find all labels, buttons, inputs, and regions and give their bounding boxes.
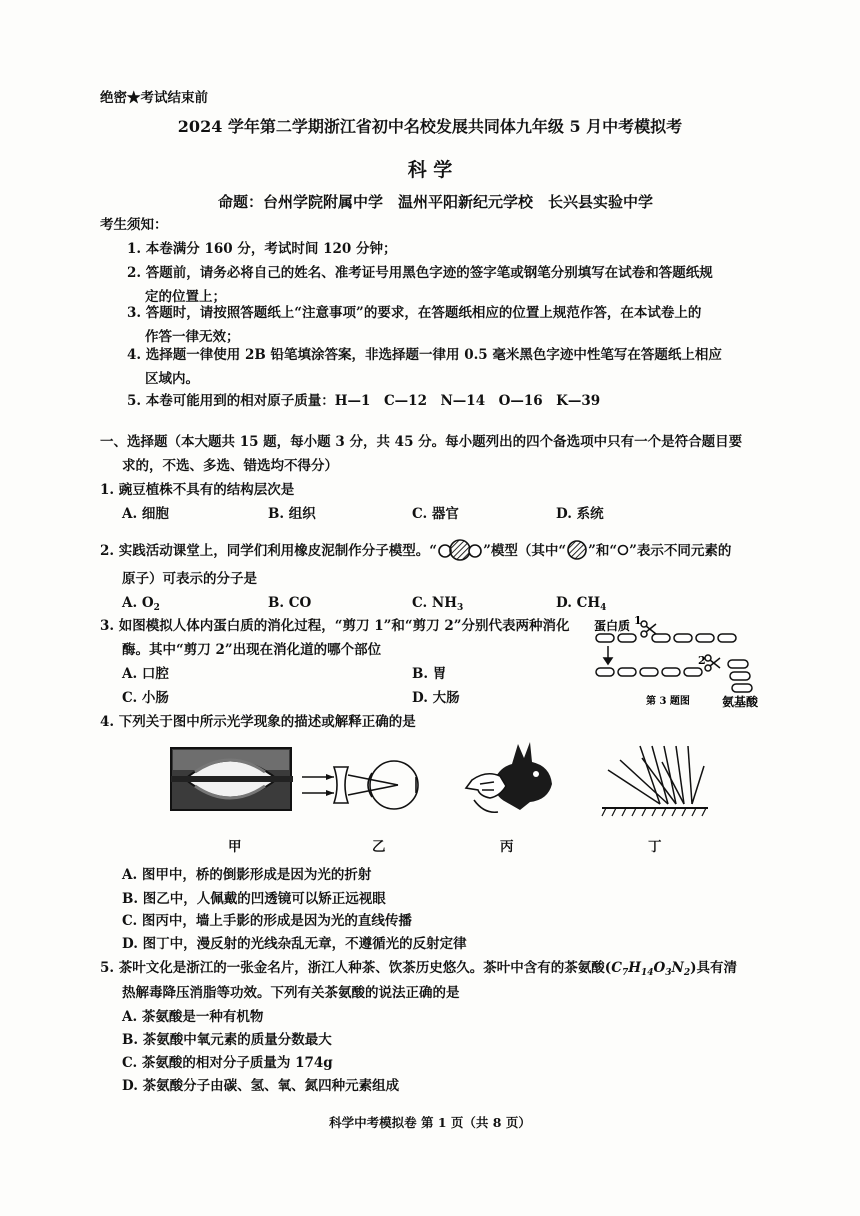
formula-element: O: [653, 960, 666, 976]
hatched-atom-icon: [566, 539, 588, 561]
q5-stem-part: 5. 茶叶文化是浙江的一张金名片，浙江人种茶、饮茶历史悠久。茶叶中含有的茶氨酸(: [100, 960, 612, 976]
bridge-reflection-image: [165, 742, 300, 818]
section-heading: 一、选择题（本大题共 15 题，每小题 3 分，共 45 分。每小题列出的四个备选项中只有一个是符合题目要: [100, 434, 743, 450]
subscript: 3: [457, 603, 464, 613]
notice-item: 3. 答题时，请按照答题纸上“注意事项”的要求，在答题纸相应的位置上规范作答，在本试卷上的: [127, 305, 702, 321]
subscript: 4: [600, 603, 607, 613]
q3-stem-cont: 酶。其中“剪刀 2”出现在消化道的哪个部位: [122, 642, 382, 658]
q2-option-d-text: D. CH: [556, 595, 601, 611]
q5-option-a: A. 茶氨酸是一种有机物: [122, 1009, 264, 1025]
q4-option-d: D. 图丁中，漫反射的光线杂乱无章，不遵循光的反射定律: [122, 936, 467, 952]
subscript: 7: [621, 968, 629, 978]
q3-option-b: B. 胃: [412, 666, 447, 682]
hand-shadow-image: [460, 740, 565, 822]
subscript: 2: [683, 968, 691, 978]
subscript: 14: [640, 968, 654, 978]
figure-label-yi: 乙: [372, 839, 386, 855]
q1-stem: 1. 豌豆植株不具有的结构层次是: [100, 482, 295, 498]
q5-option-c: C. 茶氨酸的相对分子质量为 174g: [122, 1055, 333, 1071]
protein-chain: [596, 634, 736, 642]
notice-item: 2. 答题前，请务必将自己的姓名、准考证号用黑色字迹的签字笔或钢笔分别填写在试卷和答题纸规: [127, 265, 713, 281]
amino-acid-label: 氨基酸: [722, 695, 759, 709]
q3-stem: 3. 如图模拟人体内蛋白质的消化过程，“剪刀 1”和“剪刀 2”分别代表两种消化: [100, 618, 570, 634]
exam-title: 2024 学年第二学期浙江省初中名校发展共同体九年级 5 月中考模拟考: [177, 117, 683, 136]
q2-option-c-text: C. NH: [412, 595, 458, 611]
confidential-mark: 绝密★考试结束前: [100, 90, 208, 106]
protein-label: 蛋白质: [594, 619, 631, 633]
page-footer: 科学中考模拟卷 第 1 页（共 8 页）: [329, 1115, 531, 1130]
q1-option-a: A. 细胞: [122, 506, 169, 522]
q4-option-c: C. 图丙中，墙上手影的形成是因为光的直线传播: [122, 913, 412, 929]
q5-stem-part: )具有清: [690, 960, 738, 976]
authors-line: 命题：台州学院附属中学 温州平阳新纪元学校 长兴县实验中学: [218, 193, 654, 211]
small-atom-icon: [617, 543, 629, 557]
q2-option-b: B. CO: [268, 595, 312, 611]
q3-option-a: A. 口腔: [122, 666, 169, 682]
section-heading-cont: 求的，不选、多选、错选均不得分）: [122, 458, 338, 474]
q1-option-c: C. 器官: [412, 506, 459, 522]
q3-option-d: D. 大肠: [412, 690, 460, 706]
figure-label-ding: 丁: [648, 839, 662, 855]
protein-digestion-diagram: [588, 612, 768, 710]
q2-stem-part: ”和“: [588, 543, 618, 559]
subscript: 3: [665, 968, 672, 978]
q2-stem: [100, 539, 731, 561]
q4-stem: 4. 下列关于图中所示光学现象的描述或解释正确的是: [100, 714, 416, 730]
q2-stem-part: 2. 实践活动课堂上，同学们利用橡皮泥制作分子模型。“: [100, 543, 438, 559]
q5-option-b: B. 茶氨酸中氧元素的质量分数最大: [122, 1032, 332, 1048]
notice-item: 作答一律无效；: [145, 329, 240, 345]
q5-stem: [100, 959, 737, 982]
figure-caption: 第 3 题图: [646, 696, 690, 707]
diffuse-reflection-diagram: [600, 740, 710, 822]
subject-title: 科 学: [407, 159, 453, 181]
scissors-icon: [705, 655, 720, 671]
notice-item: 4. 选择题一律使用 2B 铅笔填涂答案，非选择题一律用 0.5 毫米黑色字迹中性笔写在答题纸上相应: [127, 347, 722, 363]
arrow-icon: [604, 646, 612, 664]
q1-option-b: B. 组织: [268, 506, 316, 522]
notice-item: 1. 本卷满分 160 分，考试时间 120 分钟；: [127, 241, 397, 257]
q2-option-a: [122, 594, 160, 617]
amino-acids: [728, 660, 752, 692]
peptide-chain: [596, 668, 702, 676]
q2-option-c: [412, 594, 463, 617]
q2-stem-cont: 原子）可表示的分子是: [122, 571, 257, 587]
subscript: 2: [153, 603, 160, 613]
notice-item: 定的位置上；: [145, 289, 226, 305]
notice-item: 区域内。: [145, 371, 199, 387]
q2-stem-part: ”模型（其中“: [483, 543, 567, 559]
figure-label-bing: 丙: [500, 839, 514, 855]
q2-option-a-text: A. O: [122, 595, 154, 611]
q3-option-c: C. 小肠: [122, 690, 169, 706]
notice-item: 5. 本卷可能用到的相对原子质量：H—1 C—12 N—14 O—16 K—39: [127, 393, 601, 409]
q4-option-a: A. 图甲中，桥的倒影形成是因为光的折射: [122, 867, 372, 883]
q5-stem-cont: 热解毒降压消脂等功效。下列有关茶氨酸的说法正确的是: [122, 985, 460, 1001]
figure-label-jia: 甲: [228, 839, 242, 855]
formula-element: H: [628, 960, 641, 976]
scissors-1-label: 1: [634, 614, 642, 627]
q2-stem-part: ”表示不同元素的: [629, 543, 732, 559]
notice-heading-text: 考生须知：: [100, 217, 168, 233]
q4-option-b: B. 图乙中，人佩戴的凹透镜可以矫正远视眼: [122, 891, 386, 907]
myopia-lens-diagram: [298, 755, 443, 815]
q5-option-d: D. 茶氨酸分子由碳、氢、氧、氮四种元素组成: [122, 1078, 400, 1094]
scissors-2-label: 2: [698, 654, 706, 667]
formula-element: C: [611, 960, 622, 976]
molecule-model-icon: [437, 539, 483, 561]
q1-option-d: D. 系统: [556, 506, 604, 522]
formula-element: N: [671, 960, 684, 976]
theanine-formula: [611, 960, 690, 976]
